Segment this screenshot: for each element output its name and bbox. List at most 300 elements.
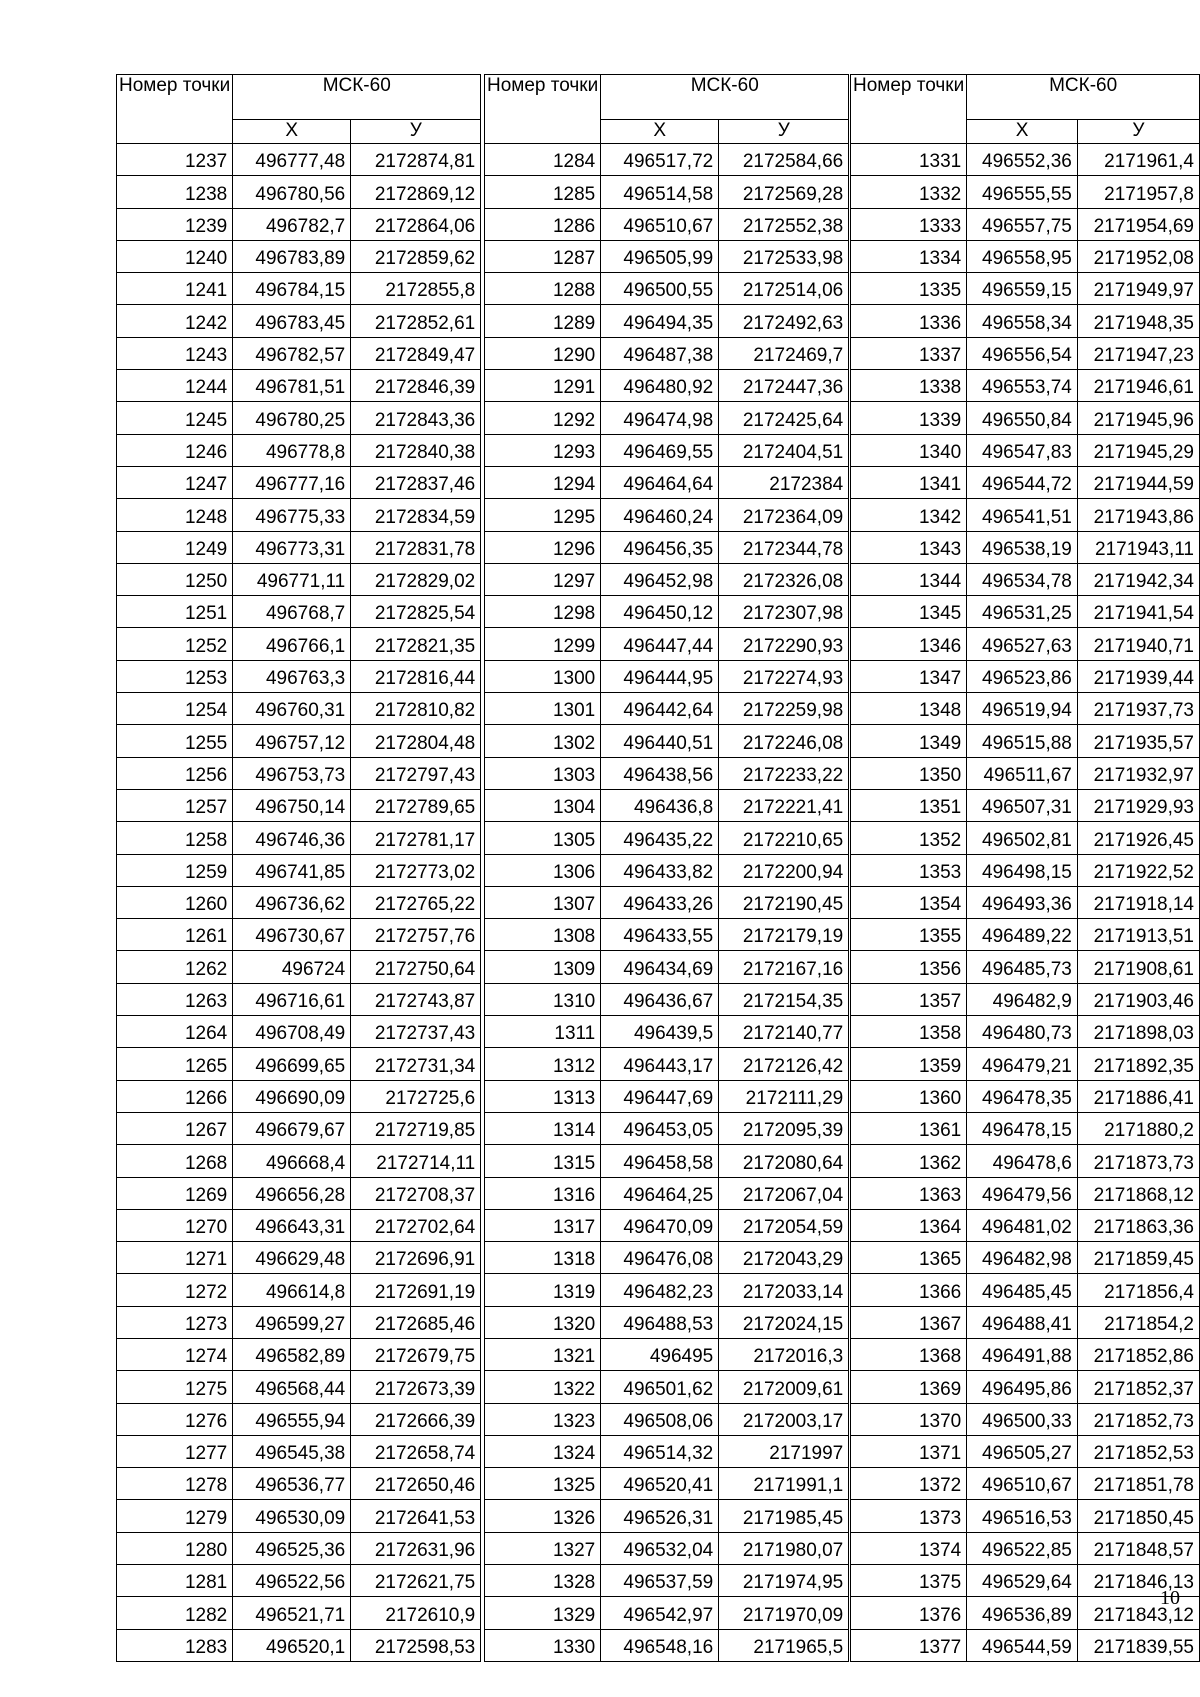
x-column-header: X [233,120,351,144]
y-coordinate-cell: 2172033,14 [719,1274,849,1306]
point-number-cell: 1343 [851,531,967,563]
y-coordinate-cell: 2171868,12 [1077,1177,1199,1209]
y-coordinate-cell: 2172714,11 [351,1145,481,1177]
y-coordinate-cell: 2171898,03 [1077,1016,1199,1048]
table-row [851,1403,1200,1435]
table-row [485,693,849,725]
table-row [117,499,481,531]
point-number-cell: 1363 [851,1177,967,1209]
x-coordinate-cell: 496525,36 [233,1532,351,1564]
table-row [485,402,849,434]
y-coordinate-cell: 2172140,77 [719,1016,849,1048]
page-number: 10 [1160,1587,1180,1609]
y-coordinate-cell: 2172621,75 [351,1565,481,1597]
y-coordinate-cell: 2172003,17 [719,1403,849,1435]
table-row [851,144,1200,176]
point-number-cell: 1249 [117,531,233,563]
y-coordinate-cell: 2171852,73 [1077,1403,1199,1435]
x-coordinate-cell: 496495 [601,1338,719,1370]
point-number-cell: 1250 [117,563,233,595]
y-coordinate-cell: 2171852,86 [1077,1338,1199,1370]
point-number-cell: 1375 [851,1565,967,1597]
x-coordinate-cell: 496460,24 [601,499,719,531]
x-coordinate-cell: 496699,65 [233,1048,351,1080]
y-coordinate-cell: 2171942,34 [1077,563,1199,595]
x-coordinate-cell: 496582,89 [233,1338,351,1370]
y-coordinate-cell: 2172080,64 [719,1145,849,1177]
y-coordinate-cell: 2172307,98 [719,596,849,628]
x-coordinate-cell: 496599,27 [233,1306,351,1338]
y-coordinate-cell: 2171991,1 [719,1468,849,1500]
point-number-cell: 1314 [485,1112,601,1144]
point-number-cell: 1264 [117,1016,233,1048]
y-coordinate-cell: 2171926,45 [1077,822,1199,854]
point-number-cell: 1357 [851,983,967,1015]
x-coordinate-cell: 496668,4 [233,1145,351,1177]
y-coordinate-cell: 2172679,75 [351,1338,481,1370]
point-number-cell: 1291 [485,370,601,402]
point-number-cell: 1294 [485,466,601,498]
table-row [485,854,849,886]
y-coordinate-cell: 2171839,55 [1077,1629,1199,1661]
table-row [485,1468,849,1500]
point-number-cell: 1359 [851,1048,967,1080]
point-number-cell: 1371 [851,1435,967,1467]
y-coordinate-cell: 2172864,06 [351,208,481,240]
point-number-cell: 1278 [117,1468,233,1500]
y-column-header: У [351,120,481,144]
y-coordinate-cell: 2171903,46 [1077,983,1199,1015]
x-coordinate-cell: 496527,63 [967,628,1078,660]
x-coordinate-cell: 496491,88 [967,1338,1078,1370]
x-coordinate-cell: 496436,8 [601,789,719,821]
point-number-cell: 1318 [485,1242,601,1274]
x-coordinate-cell: 496690,09 [233,1080,351,1112]
table-row [117,1532,481,1564]
y-coordinate-cell: 2172666,39 [351,1403,481,1435]
point-number-cell: 1311 [485,1016,601,1048]
table-row [851,1080,1200,1112]
point-number-cell: 1313 [485,1080,601,1112]
y-coordinate-cell: 2172326,08 [719,563,849,595]
table-row [117,176,481,208]
point-number-cell: 1271 [117,1242,233,1274]
y-coordinate-cell: 2171932,97 [1077,757,1199,789]
y-coordinate-cell: 2171980,07 [719,1532,849,1564]
y-coordinate-cell: 2171848,57 [1077,1532,1199,1564]
x-coordinate-cell: 496750,14 [233,789,351,821]
x-coordinate-cell: 496488,53 [601,1306,719,1338]
x-coordinate-cell: 496783,45 [233,305,351,337]
x-coordinate-cell: 496730,67 [233,919,351,951]
table-row [117,886,481,918]
y-coordinate-cell: 2172849,47 [351,337,481,369]
table-row [485,1500,849,1532]
table-row [485,466,849,498]
x-coordinate-cell: 496536,77 [233,1468,351,1500]
table-row [117,854,481,886]
table-row [851,1177,1200,1209]
point-number-cell: 1308 [485,919,601,951]
y-coordinate-cell: 2171873,73 [1077,1145,1199,1177]
point-number-cell: 1366 [851,1274,967,1306]
y-coordinate-cell: 2172650,46 [351,1468,481,1500]
y-coordinate-cell: 2171945,29 [1077,434,1199,466]
table-row [485,596,849,628]
y-coordinate-cell: 2171943,11 [1077,531,1199,563]
x-coordinate-cell: 496768,7 [233,596,351,628]
x-coordinate-cell: 496771,11 [233,563,351,595]
table-row [485,1209,849,1241]
point-number-cell: 1333 [851,208,967,240]
y-coordinate-cell: 2172750,64 [351,951,481,983]
x-coordinate-cell: 496782,57 [233,337,351,369]
point-number-cell: 1354 [851,886,967,918]
y-coordinate-cell: 2171880,2 [1077,1112,1199,1144]
point-number-cell: 1251 [117,596,233,628]
x-coordinate-cell: 496773,31 [233,531,351,563]
point-number-cell: 1372 [851,1468,967,1500]
table-row [117,273,481,305]
x-coordinate-cell: 496505,99 [601,240,719,272]
table-row [851,273,1200,305]
y-coordinate-cell: 2172874,81 [351,144,481,176]
point-number-cell: 1355 [851,919,967,951]
y-coordinate-cell: 2172804,48 [351,725,481,757]
x-coordinate-cell: 496777,48 [233,144,351,176]
y-coordinate-cell: 2171947,23 [1077,337,1199,369]
table-row [485,370,849,402]
x-coordinate-cell: 496464,25 [601,1177,719,1209]
x-coordinate-cell: 496529,64 [967,1565,1078,1597]
point-number-cell: 1327 [485,1532,601,1564]
x-coordinate-cell: 496536,89 [967,1597,1078,1629]
table-row [485,499,849,531]
point-number-cell: 1242 [117,305,233,337]
table-row [117,305,481,337]
table-row [485,1177,849,1209]
y-coordinate-cell: 2172111,29 [719,1080,849,1112]
table-row [117,1048,481,1080]
x-coordinate-cell: 496500,55 [601,273,719,305]
x-coordinate-cell: 496517,72 [601,144,719,176]
point-number-cell: 1279 [117,1500,233,1532]
table-row [851,305,1200,337]
x-coordinate-cell: 496629,48 [233,1242,351,1274]
y-coordinate-cell: 2172274,93 [719,660,849,692]
y-coordinate-cell: 2172179,19 [719,919,849,951]
x-coordinate-cell: 496778,8 [233,434,351,466]
x-coordinate-cell: 496781,51 [233,370,351,402]
table-row [851,1112,1200,1144]
point-number-cell: 1337 [851,337,967,369]
y-coordinate-cell: 2172598,53 [351,1629,481,1661]
point-number-cell: 1329 [485,1597,601,1629]
y-coordinate-cell: 2172054,59 [719,1209,849,1241]
point-number-cell: 1263 [117,983,233,1015]
x-coordinate-cell: 496775,33 [233,499,351,531]
table-row [117,1209,481,1241]
x-coordinate-cell: 496488,41 [967,1306,1078,1338]
coordinates-table-1 [116,74,481,1662]
point-number-cell: 1247 [117,466,233,498]
point-number-cell: 1296 [485,531,601,563]
point-number-cell: 1323 [485,1403,601,1435]
point-number-cell: 1307 [485,886,601,918]
y-coordinate-cell: 2172843,36 [351,402,481,434]
y-coordinate-cell: 2172696,91 [351,1242,481,1274]
y-coordinate-cell: 2172514,06 [719,273,849,305]
table-row [117,596,481,628]
point-number-cell: 1238 [117,176,233,208]
point-number-cell: 1339 [851,402,967,434]
table-row [851,1145,1200,1177]
y-coordinate-cell: 2172584,66 [719,144,849,176]
x-coordinate-cell: 496494,35 [601,305,719,337]
point-number-cell: 1364 [851,1209,967,1241]
y-coordinate-cell: 2172789,65 [351,789,481,821]
y-coordinate-cell: 2171937,73 [1077,693,1199,725]
x-column-header: X [967,120,1078,144]
x-coordinate-cell: 496523,86 [967,660,1078,692]
x-coordinate-cell: 496763,3 [233,660,351,692]
x-coordinate-cell: 496510,67 [967,1468,1078,1500]
coordinates-table-2 [484,74,849,1662]
x-coordinate-cell: 496500,33 [967,1403,1078,1435]
point-number-cell: 1260 [117,886,233,918]
y-coordinate-cell: 2172757,76 [351,919,481,951]
y-coordinate-cell: 2172009,61 [719,1371,849,1403]
y-coordinate-cell: 2171843,12 [1077,1597,1199,1629]
x-coordinate-cell: 496482,9 [967,983,1078,1015]
y-coordinate-cell: 2172725,6 [351,1080,481,1112]
point-number-cell: 1269 [117,1177,233,1209]
x-coordinate-cell: 496552,36 [967,144,1078,176]
point-number-cell: 1353 [851,854,967,886]
x-coordinate-cell: 496544,72 [967,466,1078,498]
x-coordinate-cell: 496447,44 [601,628,719,660]
table-row [485,886,849,918]
x-coordinate-cell: 496442,64 [601,693,719,725]
point-number-cell: 1270 [117,1209,233,1241]
x-coordinate-cell: 496433,82 [601,854,719,886]
table-row [117,1403,481,1435]
x-coordinate-cell: 496532,04 [601,1532,719,1564]
table-row [485,208,849,240]
table-row [851,628,1200,660]
table-row [485,1371,849,1403]
point-number-cell: 1367 [851,1306,967,1338]
y-coordinate-cell: 2172259,98 [719,693,849,725]
table-row [117,919,481,951]
point-number-cell: 1277 [117,1435,233,1467]
y-coordinate-cell: 2171943,86 [1077,499,1199,531]
y-coordinate-cell: 2171913,51 [1077,919,1199,951]
x-coordinate-cell: 496450,12 [601,596,719,628]
table-row [485,240,849,272]
x-coordinate-cell: 496438,56 [601,757,719,789]
table-row [117,466,481,498]
table-row [485,1403,849,1435]
table-row [117,1242,481,1274]
point-number-cell: 1365 [851,1242,967,1274]
y-coordinate-cell: 2172344,78 [719,531,849,563]
x-coordinate-cell: 496708,49 [233,1016,351,1048]
table-row [851,1468,1200,1500]
y-coordinate-cell: 2171957,8 [1077,176,1199,208]
point-number-cell: 1309 [485,951,601,983]
y-coordinate-cell: 2171851,78 [1077,1468,1199,1500]
y-coordinate-cell: 2172552,38 [719,208,849,240]
y-coordinate-cell: 2172610,9 [351,1597,481,1629]
point-number-cell: 1346 [851,628,967,660]
point-number-cell: 1347 [851,660,967,692]
point-number-cell: 1289 [485,305,601,337]
point-number-cell: 1267 [117,1112,233,1144]
x-coordinate-cell: 496780,56 [233,176,351,208]
table-row [851,1306,1200,1338]
y-coordinate-cell: 2172810,82 [351,693,481,725]
table-row [485,628,849,660]
table-row [485,1016,849,1048]
y-coordinate-cell: 2172631,96 [351,1532,481,1564]
table-row [117,1080,481,1112]
point-number-cell: 1356 [851,951,967,983]
y-coordinate-cell: 2172731,34 [351,1048,481,1080]
x-coordinate-cell: 496456,35 [601,531,719,563]
table-row [485,822,849,854]
x-coordinate-cell: 496784,15 [233,273,351,305]
table-row [117,1565,481,1597]
y-coordinate-cell: 2171974,95 [719,1565,849,1597]
point-number-cell: 1288 [485,273,601,305]
point-number-cell: 1286 [485,208,601,240]
x-coordinate-cell: 496736,62 [233,886,351,918]
table-row [851,951,1200,983]
point-number-cell: 1358 [851,1016,967,1048]
x-coordinate-cell: 496433,26 [601,886,719,918]
table-row [851,789,1200,821]
x-coordinate-cell: 496753,73 [233,757,351,789]
table-row [851,402,1200,434]
y-coordinate-cell: 2172825,54 [351,596,481,628]
y-column-header: У [719,120,849,144]
table-row [485,725,849,757]
x-coordinate-cell: 496510,67 [601,208,719,240]
y-coordinate-cell: 2171859,45 [1077,1242,1199,1274]
x-coordinate-cell: 496555,94 [233,1403,351,1435]
point-number-cell: 1255 [117,725,233,757]
x-coordinate-cell: 496534,78 [967,563,1078,595]
point-number-cell: 1275 [117,1371,233,1403]
table-row [485,144,849,176]
point-number-cell: 1369 [851,1371,967,1403]
y-coordinate-cell: 2172829,02 [351,563,481,595]
x-coordinate-cell: 496520,1 [233,1629,351,1661]
point-number-cell: 1330 [485,1629,601,1661]
x-coordinate-cell: 496452,98 [601,563,719,595]
table-row [485,1080,849,1112]
table-row [485,1306,849,1338]
table-row [117,1177,481,1209]
table-row [485,1274,849,1306]
y-coordinate-cell: 2172658,74 [351,1435,481,1467]
table-row [851,499,1200,531]
point-number-cell: 1361 [851,1112,967,1144]
y-coordinate-cell: 2172673,39 [351,1371,481,1403]
x-coordinate-cell: 496558,95 [967,240,1078,272]
y-coordinate-cell: 2171846,13 [1077,1565,1199,1597]
point-number-cell: 1268 [117,1145,233,1177]
table-row [485,434,849,466]
table-row [485,983,849,1015]
table-row [117,1145,481,1177]
x-coordinate-cell: 496530,09 [233,1500,351,1532]
y-coordinate-cell: 2171918,14 [1077,886,1199,918]
y-coordinate-cell: 2172859,62 [351,240,481,272]
x-coordinate-cell: 496478,15 [967,1112,1078,1144]
table-row [485,1629,849,1661]
y-coordinate-cell: 2172569,28 [719,176,849,208]
x-coordinate-cell: 496479,56 [967,1177,1078,1209]
table-row [851,1209,1200,1241]
point-number-cell: 1248 [117,499,233,531]
table-row [117,983,481,1015]
point-number-cell: 1297 [485,563,601,595]
table-row [851,370,1200,402]
point-number-cell: 1283 [117,1629,233,1661]
point-number-cell: 1280 [117,1532,233,1564]
y-coordinate-cell: 2172447,36 [719,370,849,402]
point-number-cell: 1334 [851,240,967,272]
point-number-cell: 1374 [851,1532,967,1564]
y-coordinate-cell: 2172221,41 [719,789,849,821]
point-number-cell: 1243 [117,337,233,369]
table-row [485,1145,849,1177]
y-coordinate-cell: 2171886,41 [1077,1080,1199,1112]
point-number-cell: 1342 [851,499,967,531]
y-coordinate-cell: 2172126,42 [719,1048,849,1080]
table-row [851,1048,1200,1080]
table-row [485,660,849,692]
point-number-cell: 1295 [485,499,601,531]
point-number-cell: 1328 [485,1565,601,1597]
point-number-cell: 1273 [117,1306,233,1338]
x-coordinate-cell: 496479,21 [967,1048,1078,1080]
x-coordinate-cell: 496556,54 [967,337,1078,369]
x-coordinate-cell: 496481,02 [967,1209,1078,1241]
x-coordinate-cell: 496436,67 [601,983,719,1015]
point-number-cell: 1301 [485,693,601,725]
x-coordinate-cell: 496516,53 [967,1500,1078,1532]
x-coordinate-cell: 496679,67 [233,1112,351,1144]
point-number-cell: 1338 [851,370,967,402]
y-coordinate-cell: 2172831,78 [351,531,481,563]
point-number-cell: 1315 [485,1145,601,1177]
y-coordinate-cell: 2172425,64 [719,402,849,434]
y-coordinate-cell: 2172016,3 [719,1338,849,1370]
point-number-cell: 1306 [485,854,601,886]
y-coordinate-cell: 2171944,59 [1077,466,1199,498]
x-coordinate-cell: 496469,55 [601,434,719,466]
x-coordinate-cell: 496478,35 [967,1080,1078,1112]
point-number-cell: 1262 [117,951,233,983]
table-row [117,1629,481,1661]
point-number-cell: 1377 [851,1629,967,1661]
table-row [485,789,849,821]
y-coordinate-cell: 2171852,53 [1077,1435,1199,1467]
table-row [851,176,1200,208]
